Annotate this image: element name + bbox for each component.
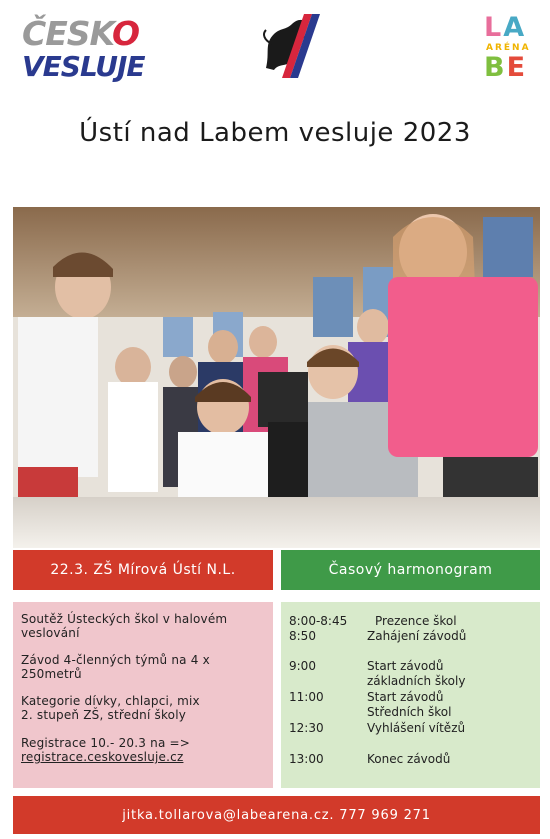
schedule-row [289,659,532,690]
schedule-desc [367,690,451,720]
registration-text: Registrace 10.- 20.3 na => [21,736,191,750]
logo-be: BE [484,52,528,83]
children-rowing-photo [13,207,540,548]
race-format: Závod 4-členných týmů na 4 x 250metrů [21,653,210,681]
event-info-panel [13,602,273,788]
schedule-desc-line-1: Start závodů [367,690,444,704]
page-title: Ústí nad Labem vesluje 2023 [79,118,471,148]
logo-arena: ARÉNA [486,43,531,53]
categories-line-1: Kategorie dívky, chlapci, mix [21,694,200,708]
schedule-desc [367,659,465,689]
schedule-time: 11:00 [289,690,324,704]
schedule-desc: Konec závodů [367,752,451,766]
schedule-header: Časový harmonogram [281,550,540,590]
schedule-row [289,614,532,629]
schedule-desc: Zahájení závodů [367,629,467,643]
schedule-row [289,690,532,721]
schedule-desc: Vyhlášení vítězů [367,721,466,735]
categories-line-2: 2. stupeň ZŠ, střední školy [21,708,187,722]
schedule-desc-line-1: Start závodů [367,659,444,673]
categories [21,694,265,722]
schedule-time: 9:00 [289,659,316,673]
registration-info [21,736,265,764]
logo-la: LA [484,12,527,43]
schedule-row [289,721,532,752]
logo-line-1: ČESKO [22,14,140,53]
schedule-row [289,752,532,767]
logo-line-2: VESLUJE [22,50,145,83]
registration-link[interactable]: registrace.ceskovesluje.cz [21,750,184,764]
schedule-time: 13:00 [289,752,324,766]
schedule-desc-line-2: základních školy [367,674,466,688]
schedule-row [289,629,532,659]
schedule-desc: Prezence škol [375,614,457,628]
lion-emblem-icon [252,10,326,82]
competition-description: Soutěž Ústeckých škol v halovém veslování [21,612,228,640]
schedule-panel [281,602,540,788]
schedule-time: 8:00-8:45 [289,614,348,628]
cesko-vesluje-logo [20,10,160,84]
event-date-location-header: 22.3. ZŠ Mírová Ústí N.L. [13,550,273,590]
schedule-desc-line-2: Středních škol [367,705,452,719]
schedule-time: 12:30 [289,721,324,735]
schedule-time: 8:50 [289,629,316,643]
labe-arena-logo [482,12,542,82]
contact-footer[interactable]: jitka.tollarova@labearena.cz. 777 969 271 [13,796,540,834]
